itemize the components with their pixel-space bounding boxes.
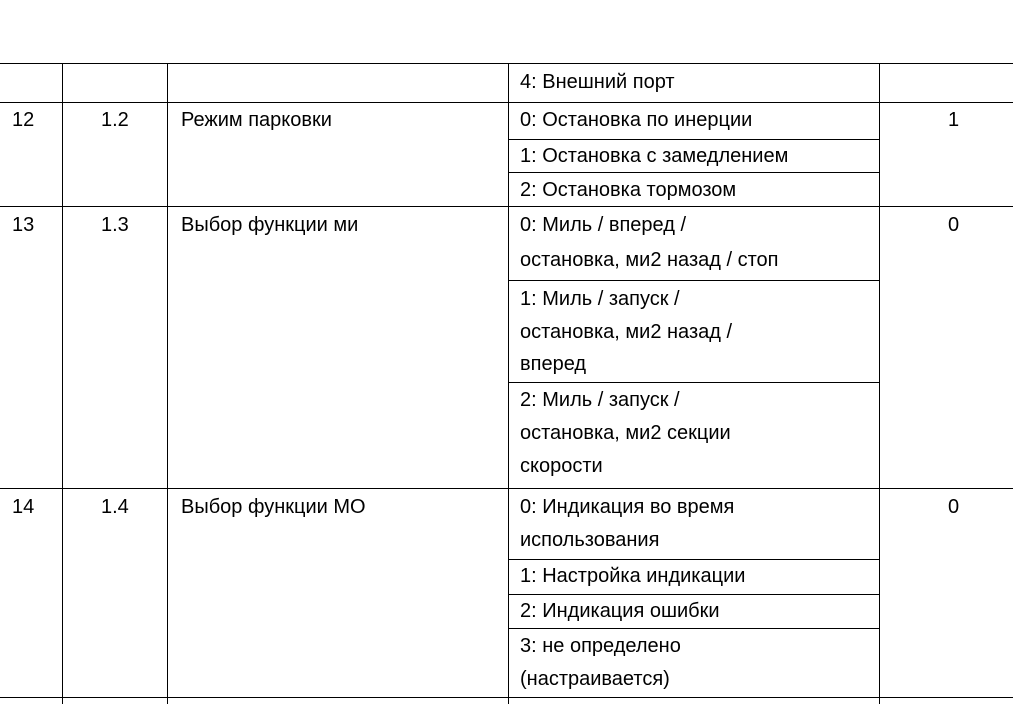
option-text: 0: Миль / вперед /	[520, 214, 686, 236]
option-separator	[508, 559, 879, 560]
option-text: 1: Настройка индикации	[520, 565, 746, 587]
option-text: 4: Внешний порт	[520, 71, 675, 93]
parameter-code: 1.2	[101, 109, 129, 131]
option-separator	[508, 139, 879, 140]
row-separator-13	[0, 206, 1013, 207]
option-text: вперед	[520, 353, 587, 375]
row-number: 14	[12, 496, 35, 518]
table-border-top	[0, 63, 1013, 64]
column-border	[879, 63, 880, 704]
row-separator-14	[0, 488, 1013, 489]
option-text: 0: Индикация во время	[520, 496, 735, 518]
parameter-code: 1.4	[101, 496, 129, 518]
option-text: остановка, ми2 назад /	[520, 321, 733, 343]
option-text: скорости	[520, 455, 603, 477]
parameter-name: Выбор функции ми	[181, 214, 359, 236]
parameter-name: Выбор функции МО	[181, 496, 366, 518]
option-text: (настраивается)	[520, 668, 670, 690]
parameter-name: Режим парковки	[181, 109, 332, 131]
option-text: 0: Остановка по инерции	[520, 109, 753, 131]
table-row-bottom	[0, 697, 1013, 698]
option-text: использования	[520, 529, 660, 551]
option-text: 2: Индикация ошибки	[520, 600, 720, 622]
column-border	[508, 63, 509, 704]
column-border	[62, 63, 63, 704]
option-separator	[508, 280, 879, 281]
option-text: остановка, ми2 секции	[520, 422, 731, 444]
option-separator	[508, 172, 879, 173]
parameter-code: 1.3	[101, 214, 129, 236]
option-text: остановка, ми2 назад / стоп	[520, 249, 779, 271]
row-separator-12	[0, 102, 1013, 103]
option-separator	[508, 594, 879, 595]
option-text: 2: Миль / запуск /	[520, 389, 680, 411]
row-number: 12	[12, 109, 35, 131]
option-text: 3: не определено	[520, 635, 681, 657]
row-number: 13	[12, 214, 35, 236]
column-border	[167, 63, 168, 704]
option-separator	[508, 628, 879, 629]
option-text: 1: Остановка с замедлением	[520, 145, 789, 167]
default-value: 1	[948, 109, 960, 131]
option-text: 2: Остановка тормозом	[520, 179, 737, 201]
option-text: 1: Миль / запуск /	[520, 288, 680, 310]
default-value: 0	[948, 496, 960, 518]
option-separator	[508, 382, 879, 383]
default-value: 0	[948, 214, 960, 236]
